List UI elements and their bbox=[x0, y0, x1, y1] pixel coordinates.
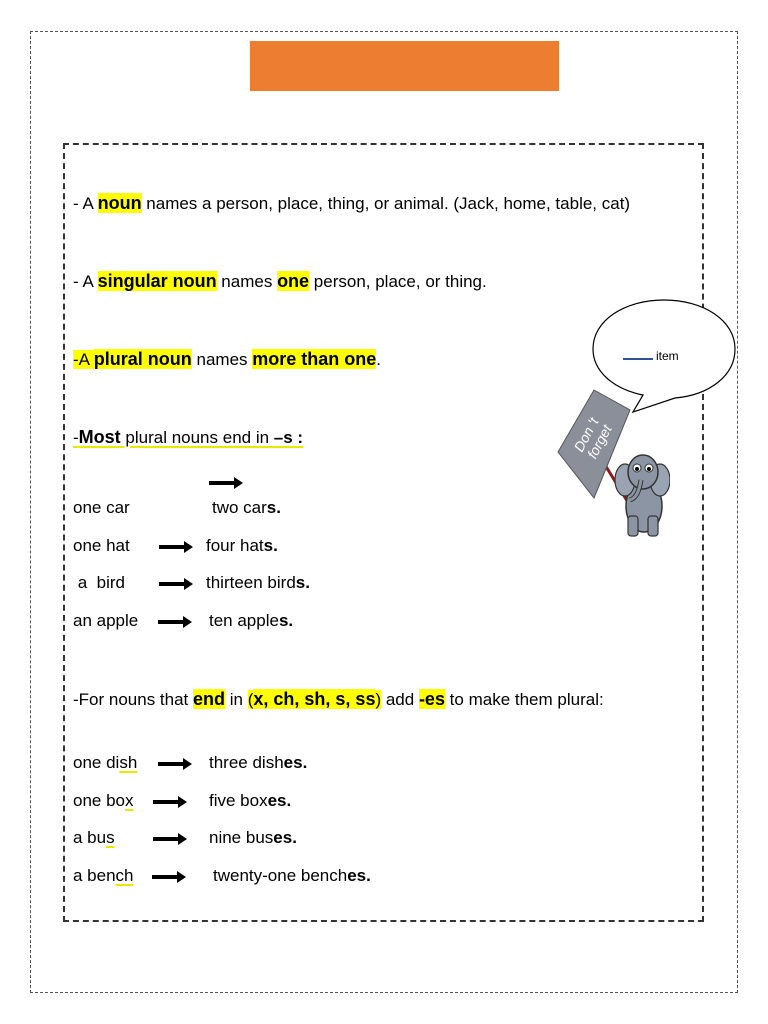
s-example-singular: one hat bbox=[73, 536, 130, 555]
singular-noun-term: singular noun bbox=[97, 271, 217, 291]
plural-noun-term: plural noun bbox=[93, 349, 192, 369]
noun-definition: - A noun names a person, place, thing, or animal. (Jack, home, table, cat) bbox=[73, 193, 631, 213]
es-example-plural: five boxes. bbox=[209, 791, 292, 810]
arrow-icon bbox=[158, 616, 192, 628]
title-banner bbox=[250, 41, 559, 91]
sign-text: Don 't forget bbox=[570, 414, 615, 462]
s-example-plural: four hats. bbox=[206, 536, 278, 555]
arrow-icon bbox=[152, 871, 186, 883]
es-example-plural: twenty-one benches. bbox=[213, 866, 371, 885]
es-example-singular: one dish bbox=[73, 753, 138, 772]
s-example-singular: a bird bbox=[73, 573, 125, 592]
arrow-icon bbox=[153, 796, 187, 808]
s-example-singular: an apple bbox=[73, 611, 139, 630]
plural-noun-definition: -A plural noun names more than one. bbox=[73, 349, 382, 369]
s-example-plural: thirteen birds. bbox=[206, 573, 310, 592]
blank-line bbox=[623, 358, 653, 360]
es-keyword: -es bbox=[418, 689, 445, 709]
es-example-singular: one box bbox=[73, 791, 134, 810]
s-example-singular: one car bbox=[73, 498, 130, 517]
most-plural-rule: -Most plural nouns end in –s : bbox=[73, 427, 304, 447]
s-example-plural: two cars. bbox=[212, 498, 281, 517]
end-keyword: end bbox=[193, 689, 226, 709]
arrow-icon bbox=[158, 758, 192, 770]
arrow-icon bbox=[153, 833, 187, 845]
bubble-text: item bbox=[623, 349, 679, 363]
arrow-icon bbox=[209, 477, 243, 489]
es-example-plural: three dishes. bbox=[209, 753, 308, 772]
arrow-icon bbox=[159, 541, 193, 553]
singular-noun-definition: - A singular noun names one person, place, or thing. bbox=[73, 271, 487, 291]
es-rule: -For nouns that end in (x, ch, sh, s, ss) add -es to make them plural: bbox=[73, 689, 604, 709]
more-than-one-keyword: more than one bbox=[252, 349, 377, 369]
endings-keyword: x, ch, sh, s, ss bbox=[253, 689, 376, 709]
s-example-plural: ten apples. bbox=[209, 611, 294, 630]
most-keyword: Most bbox=[78, 427, 121, 447]
arrow-icon bbox=[159, 578, 193, 590]
noun-term: noun bbox=[97, 193, 142, 213]
es-example-singular: a bench bbox=[73, 866, 134, 885]
es-example-singular: a bus bbox=[73, 828, 115, 847]
es-example-plural: nine buses. bbox=[209, 828, 297, 847]
one-keyword: one bbox=[277, 271, 310, 291]
